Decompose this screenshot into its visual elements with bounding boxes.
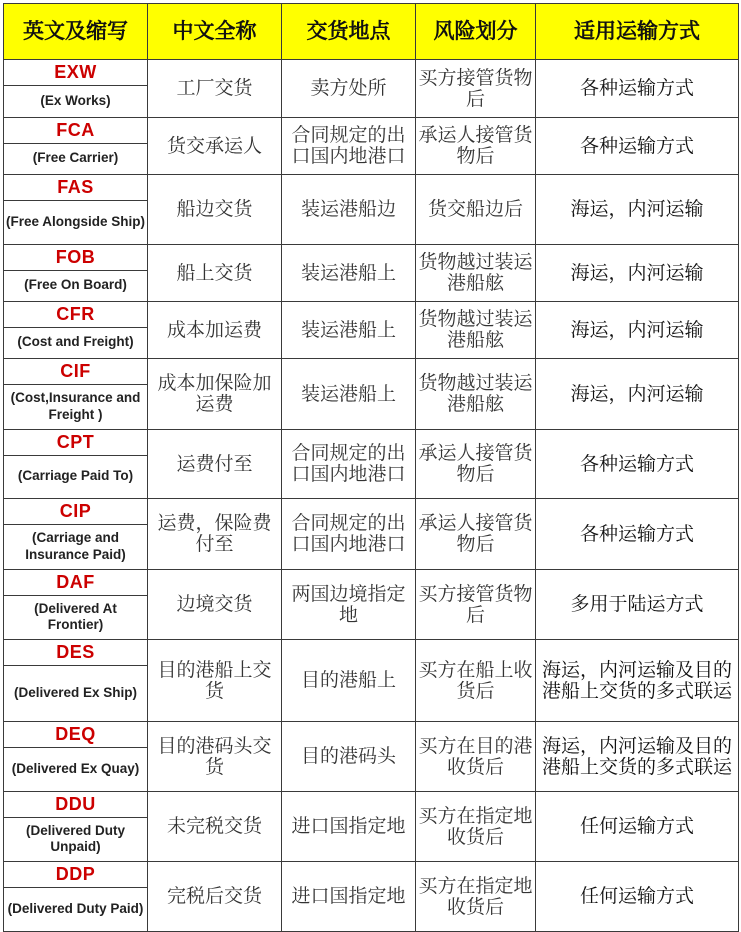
term-wrapper: [4, 118, 147, 174]
term-english-name: (Carriage and Insurance Paid): [25, 530, 126, 562]
table-row: [4, 118, 739, 175]
header-chinese-name: 中文全称: [148, 4, 282, 60]
table-row: [4, 570, 739, 640]
term-wrapper: [4, 430, 147, 498]
term-code: CFR: [4, 302, 147, 328]
delivery-place-cell: 合同规定的出口国内地港口: [282, 430, 416, 499]
chinese-name-cell: 边境交货: [148, 570, 282, 640]
term-cell: [4, 302, 148, 359]
table-row: [4, 175, 739, 245]
term-wrapper: [4, 570, 147, 639]
risk-transfer-cell: 买方在指定地收货后: [416, 792, 536, 862]
term-cell: [4, 570, 148, 640]
term-wrapper: [4, 640, 147, 721]
term-code: DES: [4, 640, 147, 666]
term-english-name: (Cost,Insurance and Freight ): [10, 390, 141, 422]
transport-mode-cell: 海运，内河运输: [536, 245, 739, 302]
delivery-place-cell: 装运港船上: [282, 302, 416, 359]
transport-mode-cell: 任何运输方式: [536, 792, 739, 862]
term-cell: [4, 722, 148, 792]
term-code: DDU: [4, 792, 147, 818]
term-code: FCA: [4, 118, 147, 144]
term-cell: [4, 499, 148, 570]
term-code: DDP: [4, 862, 147, 888]
transport-mode-cell: 各种运输方式: [536, 499, 739, 570]
risk-transfer-cell: 买方接管货物后: [416, 570, 536, 640]
transport-mode-cell: 任何运输方式: [536, 862, 739, 932]
risk-transfer-cell: 买方接管货物后: [416, 60, 536, 118]
delivery-place-cell: 合同规定的出口国内地港口: [282, 499, 416, 570]
risk-transfer-cell: 买方在船上收货后: [416, 640, 536, 722]
term-english-name: (Delivered Duty Paid): [7, 900, 144, 916]
table-row: [4, 245, 739, 302]
term-cell: [4, 640, 148, 722]
chinese-name-cell: 船上交货: [148, 245, 282, 302]
table-row: [4, 430, 739, 499]
delivery-place-cell: 合同规定的出口国内地港口: [282, 118, 416, 175]
header-delivery-place: 交货地点: [282, 4, 416, 60]
term-wrapper: [4, 245, 147, 301]
transport-mode-cell: 海运，内河运输: [536, 302, 739, 359]
delivery-place-cell: 目的港码头: [282, 722, 416, 792]
term-code: FOB: [4, 245, 147, 271]
delivery-place-cell: 装运港船上: [282, 245, 416, 302]
chinese-name-cell: 运费付至: [148, 430, 282, 499]
term-code: FAS: [4, 175, 147, 201]
header-row: [4, 4, 739, 60]
table-row: [4, 640, 739, 722]
term-english-name: (Carriage Paid To): [17, 468, 134, 484]
term-code: CIF: [4, 359, 147, 385]
risk-transfer-cell: 承运人接管货物后: [416, 499, 536, 570]
term-cell: [4, 430, 148, 499]
delivery-place-cell: 进口国指定地: [282, 792, 416, 862]
table-row: [4, 302, 739, 359]
chinese-name-cell: 未完税交货: [148, 792, 282, 862]
transport-mode-cell: 各种运输方式: [536, 118, 739, 175]
chinese-name-cell: 船边交货: [148, 175, 282, 245]
term-english-name: (Delivered Ex Quay): [11, 760, 140, 776]
term-cell: [4, 175, 148, 245]
term-code: CPT: [4, 430, 147, 456]
term-english-name: (Delivered Duty Unpaid): [25, 822, 126, 855]
transport-mode-cell: 海运，内河运输及目的港船上交货的多式联运: [536, 722, 739, 792]
incoterms-table: [3, 3, 739, 932]
term-english-name: (Cost and Freight): [17, 334, 134, 350]
term-english-name: (Free On Board): [24, 277, 127, 293]
chinese-name-cell: 目的港码头交货: [148, 722, 282, 792]
transport-mode-cell: 各种运输方式: [536, 430, 739, 499]
delivery-place-cell: 装运港船上: [282, 359, 416, 430]
transport-mode-cell: 海运，内河运输及目的港船上交货的多式联运: [536, 640, 739, 722]
delivery-place-cell: 卖方处所: [282, 60, 416, 118]
risk-transfer-cell: 承运人接管货物后: [416, 118, 536, 175]
table-body: [4, 60, 739, 932]
term-english-name: (Free Alongside Ship): [6, 213, 146, 229]
transport-mode-cell: 各种运输方式: [536, 60, 739, 118]
chinese-name-cell: 完税后交货: [148, 862, 282, 932]
term-english-name: (Free Carrier): [32, 150, 119, 166]
chinese-name-cell: 成本加保险加运费: [148, 359, 282, 430]
delivery-place-cell: 两国边境指定地: [282, 570, 416, 640]
risk-transfer-cell: 买方在目的港收货后: [416, 722, 536, 792]
header-transport-mode: 适用运输方式: [536, 4, 739, 60]
term-code: DAF: [4, 570, 147, 596]
term-cell: [4, 60, 148, 118]
chinese-name-cell: 目的港船上交货: [148, 640, 282, 722]
term-cell: [4, 245, 148, 302]
term-code: CIP: [4, 499, 147, 525]
chinese-name-cell: 货交承运人: [148, 118, 282, 175]
risk-transfer-cell: 买方在指定地收货后: [416, 862, 536, 932]
term-english-name: (Ex Works): [40, 92, 111, 108]
term-cell: [4, 359, 148, 430]
term-english-name: (Delivered At Frontier): [34, 600, 117, 633]
table-row: [4, 722, 739, 792]
term-wrapper: [4, 722, 147, 791]
term-code: DEQ: [4, 722, 147, 748]
delivery-place-cell: 进口国指定地: [282, 862, 416, 932]
transport-mode-cell: 海运，内河运输: [536, 175, 739, 245]
transport-mode-cell: 多用于陆运方式: [536, 570, 739, 640]
term-wrapper: [4, 60, 147, 117]
risk-transfer-cell: 承运人接管货物后: [416, 430, 536, 499]
chinese-name-cell: 工厂交货: [148, 60, 282, 118]
header-risk-transfer: 风险划分: [416, 4, 536, 60]
table-row: [4, 499, 739, 570]
term-cell: [4, 118, 148, 175]
term-wrapper: [4, 359, 147, 429]
term-wrapper: [4, 499, 147, 569]
term-english-name: (Delivered Ex Ship): [13, 684, 138, 700]
term-cell: [4, 792, 148, 862]
term-code: EXW: [4, 60, 147, 86]
chinese-name-cell: 运费，保险费付至: [148, 499, 282, 570]
term-wrapper: [4, 302, 147, 358]
table-row: [4, 359, 739, 430]
header-abbreviation: 英文及缩写: [4, 4, 148, 60]
risk-transfer-cell: 货物越过装运港船舷: [416, 302, 536, 359]
risk-transfer-cell: 货交船边后: [416, 175, 536, 245]
term-wrapper: [4, 175, 147, 244]
delivery-place-cell: 目的港船上: [282, 640, 416, 722]
table-row: [4, 792, 739, 862]
delivery-place-cell: 装运港船边: [282, 175, 416, 245]
table-row: [4, 862, 739, 932]
risk-transfer-cell: 货物越过装运港船舷: [416, 245, 536, 302]
transport-mode-cell: 海运，内河运输: [536, 359, 739, 430]
term-cell: [4, 862, 148, 932]
table-row: [4, 60, 739, 118]
term-wrapper: [4, 862, 147, 931]
risk-transfer-cell: 货物越过装运港船舷: [416, 359, 536, 430]
term-wrapper: [4, 792, 147, 861]
chinese-name-cell: 成本加运费: [148, 302, 282, 359]
